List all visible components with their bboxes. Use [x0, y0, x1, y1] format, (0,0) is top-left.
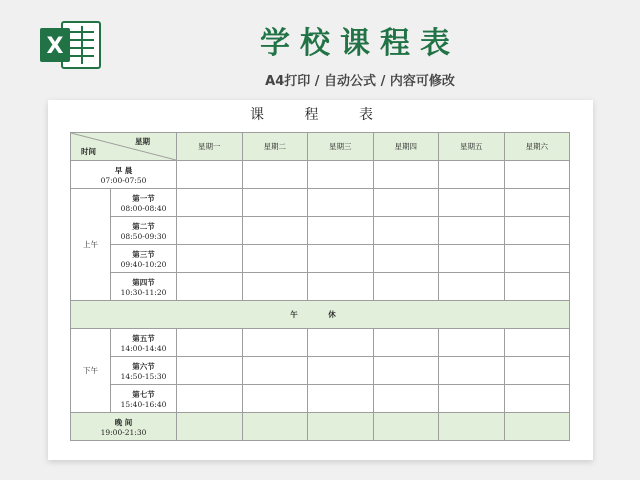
period-cell — [111, 357, 177, 385]
schedule-cell[interactable] — [242, 273, 308, 301]
schedule-cell[interactable] — [177, 245, 243, 273]
schedule-cell[interactable] — [242, 245, 308, 273]
schedule-cell[interactable] — [308, 385, 374, 413]
schedule-cell[interactable] — [504, 357, 570, 385]
table-header-row — [71, 133, 570, 161]
am-label: 上午 — [71, 189, 111, 301]
schedule-cell[interactable] — [308, 189, 374, 217]
schedule-cell[interactable] — [504, 385, 570, 413]
schedule-cell[interactable] — [504, 189, 570, 217]
period-label: 第四节 — [132, 277, 155, 287]
schedule-cell[interactable] — [373, 329, 439, 357]
schedule-cell[interactable] — [308, 329, 374, 357]
schedule-cell[interactable] — [504, 273, 570, 301]
schedule-cell[interactable] — [308, 357, 374, 385]
period-cell — [111, 273, 177, 301]
table-row-morning — [71, 161, 570, 189]
schedule-cell[interactable] — [439, 357, 505, 385]
schedule-cell[interactable] — [373, 161, 439, 189]
period-time: 10:30-11:20 — [120, 287, 167, 297]
schedule-cell[interactable] — [177, 273, 243, 301]
logo-letter: X — [46, 34, 64, 59]
period-cell — [111, 217, 177, 245]
schedule-cell[interactable] — [504, 161, 570, 189]
period-cell — [111, 189, 177, 217]
pm-label: 下午 — [71, 329, 111, 413]
day-header-sat: 星期六 — [504, 133, 570, 161]
schedule-cell[interactable] — [439, 189, 505, 217]
schedule-cell[interactable] — [373, 245, 439, 273]
schedule-cell[interactable] — [242, 217, 308, 245]
period-label: 第七节 — [132, 389, 155, 399]
schedule-cell[interactable] — [177, 217, 243, 245]
schedule-cell[interactable] — [373, 189, 439, 217]
table-row-period-6 — [71, 357, 570, 385]
schedule-cell[interactable] — [177, 385, 243, 413]
day-header-thu: 星期四 — [373, 133, 439, 161]
evening-label: 晚 间 — [114, 417, 133, 427]
period-time: 09:40-10:20 — [120, 259, 167, 269]
schedule-cell[interactable] — [242, 329, 308, 357]
period-time: 15:40-16:40 — [120, 399, 167, 409]
table-row-period-7 — [71, 385, 570, 413]
day-header-tue: 星期二 — [242, 133, 308, 161]
schedule-cell[interactable] — [504, 413, 570, 441]
schedule-cell[interactable] — [308, 245, 374, 273]
page-subtitle: A4打印 / 自动公式 / 内容可修改 — [265, 74, 455, 89]
table-row-period-4 — [71, 273, 570, 301]
schedule-cell[interactable] — [439, 245, 505, 273]
schedule-cell[interactable] — [373, 413, 439, 441]
schedule-cell[interactable] — [308, 217, 374, 245]
schedule-cell[interactable] — [504, 329, 570, 357]
table-row-period-3 — [71, 245, 570, 273]
sheet-title: 课 程 表 — [250, 107, 391, 123]
corner-week-label: 星期 — [135, 137, 150, 146]
period-time: 14:50-15:30 — [120, 371, 167, 381]
schedule-cell[interactable] — [308, 273, 374, 301]
corner-cell — [71, 133, 177, 161]
period-cell — [111, 245, 177, 273]
schedule-cell[interactable] — [373, 273, 439, 301]
evening-label-cell — [71, 413, 177, 441]
schedule-table — [70, 132, 570, 441]
period-label: 第六节 — [132, 361, 155, 371]
period-label: 第三节 — [132, 249, 155, 259]
schedule-cell[interactable] — [308, 161, 374, 189]
period-label: 第五节 — [132, 333, 155, 343]
schedule-cell[interactable] — [373, 385, 439, 413]
schedule-cell[interactable] — [177, 189, 243, 217]
schedule-cell[interactable] — [504, 245, 570, 273]
table-row-noon-break — [71, 301, 570, 329]
period-time: 14:00-14:40 — [120, 343, 167, 353]
schedule-cell[interactable] — [373, 357, 439, 385]
morning-time: 07:00-07:50 — [100, 175, 147, 185]
page-title: 学校课程表 — [260, 26, 460, 61]
corner-time-label: 时间 — [81, 147, 96, 156]
table-row-evening — [71, 413, 570, 441]
table-row-period-5 — [71, 329, 570, 357]
table-row-period-1 — [71, 189, 570, 217]
period-time: 08:00-08:40 — [120, 203, 167, 213]
period-cell — [111, 385, 177, 413]
table-row-period-2 — [71, 217, 570, 245]
schedule-cell[interactable] — [439, 217, 505, 245]
period-label: 第二节 — [132, 221, 155, 231]
schedule-cell[interactable] — [373, 217, 439, 245]
schedule-cell[interactable] — [439, 273, 505, 301]
schedule-cell[interactable] — [177, 161, 243, 189]
spreadsheet-preview — [48, 100, 593, 460]
schedule-cell[interactable] — [439, 413, 505, 441]
period-cell — [111, 329, 177, 357]
period-time: 08:50-09:30 — [120, 231, 167, 241]
schedule-cell[interactable] — [242, 385, 308, 413]
day-header-mon: 星期一 — [177, 133, 243, 161]
schedule-cell[interactable] — [177, 329, 243, 357]
schedule-cell[interactable] — [177, 357, 243, 385]
day-header-fri: 星期五 — [439, 133, 505, 161]
evening-time: 19:00-21:30 — [100, 427, 147, 437]
schedule-cell[interactable] — [439, 329, 505, 357]
schedule-cell[interactable] — [504, 217, 570, 245]
period-label: 第一节 — [132, 193, 155, 203]
morning-label: 早 晨 — [114, 165, 133, 175]
schedule-cell[interactable] — [439, 161, 505, 189]
noon-break-label: 午 休 — [290, 310, 350, 319]
morning-label-cell — [71, 161, 177, 189]
noon-break-cell — [71, 301, 570, 329]
schedule-cell[interactable] — [308, 413, 374, 441]
schedule-cell[interactable] — [242, 161, 308, 189]
schedule-cell[interactable] — [242, 413, 308, 441]
schedule-cell[interactable] — [177, 413, 243, 441]
schedule-cell[interactable] — [242, 189, 308, 217]
day-header-wed: 星期三 — [308, 133, 374, 161]
schedule-cell[interactable] — [439, 385, 505, 413]
schedule-cell[interactable] — [242, 357, 308, 385]
